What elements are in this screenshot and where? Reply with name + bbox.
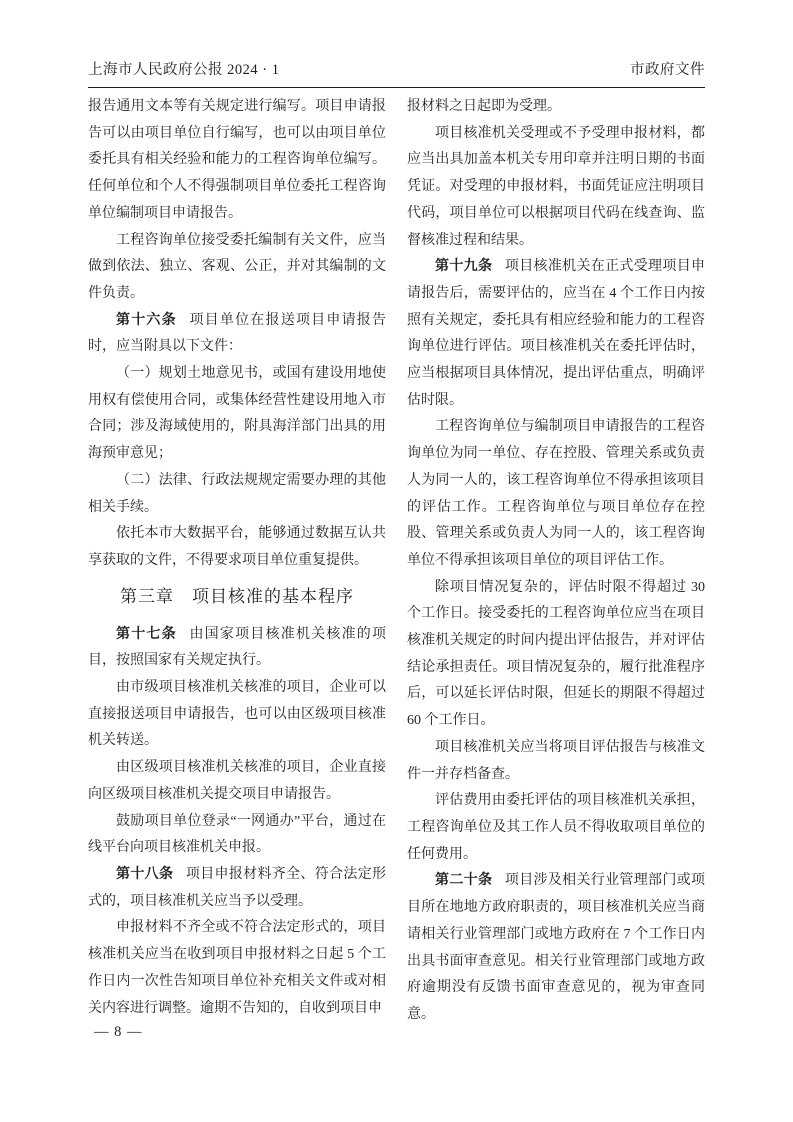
- paragraph: [88, 915, 386, 1022]
- paragraph: [407, 788, 705, 868]
- paragraph-text: 由区级项目核准机关核准的项目，企业直接向区级项目核准机关提交项目申请报告。: [88, 760, 386, 802]
- article-number: 第十九条: [435, 259, 493, 275]
- page-number: — 8 —: [94, 1024, 143, 1040]
- header-publication-title: 上海市人民政府公报 2024 · 1: [88, 62, 280, 78]
- paragraph: [88, 94, 386, 228]
- paragraph: [88, 755, 386, 808]
- paragraph-text: 鼓励项目单位登录“一网通办”平台，通过在线平台向项目核准机关申报。: [88, 813, 386, 856]
- page-header: [88, 60, 705, 80]
- document-body: [88, 94, 705, 1029]
- paragraph: [407, 94, 705, 121]
- paragraph-text: 项目单位在报送项目申请报告时，应当附具以下文件：: [88, 312, 387, 355]
- paragraph: [88, 862, 386, 915]
- paragraph: [88, 361, 386, 468]
- paragraph: [407, 575, 705, 735]
- article-number: 第十八条: [116, 866, 174, 882]
- paragraph: [407, 735, 705, 788]
- paragraph: [88, 521, 386, 574]
- paragraph-text: 由国家项目核准机关核准的项目，按照国家有关规定执行。: [88, 626, 387, 669]
- paragraph: [88, 622, 386, 675]
- header-rule: [88, 87, 705, 88]
- paragraph-text: （一）规划土地意见书，或国有建设用地使用权有偿使用合同，或集体经营性建设用地入市合同；涉及海域使用的，附具海洋部门出具的用海预审意见；: [88, 366, 386, 462]
- paragraph-text: 报材料之日起即为受理。: [407, 99, 561, 114]
- page-footer: [94, 1022, 143, 1042]
- paragraph-text: 工程咨询单位接受委托编制有关文件，应当做到依法、独立、客观、公正，并对其编制的文件负责。: [88, 232, 386, 301]
- paragraph-text: 由市级项目核准机关核准的项目，企业可以直接报送项目申请报告，也可以由区级项目核准机关转送。: [88, 680, 386, 749]
- right-column: [407, 94, 705, 1029]
- paragraph-text: 依托本市大数据平台，能够通过数据互认共享获取的文件，不得要求项目单位重复提供。: [88, 526, 386, 568]
- paragraph-text: 评估费用由委托评估的项目核准机关承担，工程咨询单位及其工作人员不得收取项目单位的任何费用。: [407, 793, 705, 862]
- paragraph-text: 项目核准机关应当将项目评估报告与核准文件一并存档备查。: [407, 739, 705, 782]
- paragraph: [88, 675, 386, 755]
- paragraph-text: 项目涉及相关行业管理部门或项目所在地地方政府职责的，项目核准机关应当商请相关行业管理部门或地方政府在 7 个工作日内出具书面审查意见。相关行业管理部门或地方政府逾期没有反馈书面审查意见的，视为审查同意。: [407, 873, 706, 1022]
- paragraph-text: 报告通用文本等有关规定进行编写。项目申请报告可以由项目单位自行编写，也可以由项目单位委托具有相关经验和能力的工程咨询单位编写。任何单位和个人不得强制项目单位委托工程咨询单位编制项目申请报告。: [88, 99, 386, 221]
- chapter-heading: 第三章 项目核准的基本程序: [120, 586, 354, 606]
- paragraph-text: 申报材料不齐全或不符合法定形式的，项目核准机关应当在收到项目申报材料之日起 5 个工作日内一次性告知项目单位补充相关文件或对相关内容进行调整。逾期不告知的，自收到项目申: [88, 920, 386, 1016]
- paragraph: [407, 254, 705, 414]
- paragraph: [88, 809, 386, 862]
- article-number: 第二十条: [435, 873, 493, 889]
- header-section-title: 市政府文件: [630, 62, 705, 78]
- paragraph: [88, 468, 386, 521]
- paragraph-text: 除项目情况复杂的，评估时限不得超过 30 个工作日。接受委托的工程咨询单位应当在项目核准机关规定的时间内提出评估报告，并对评估结论承担责任。项目情况复杂的，履行批准程序后，可以延长评估时限，但延长的期限不得超过 60 个工作日。: [407, 579, 705, 729]
- paragraph: [88, 308, 386, 361]
- left-column: [88, 94, 386, 1029]
- paragraph: [407, 414, 705, 574]
- paragraph-text: （二）法律、行政法规规定需要办理的其他相关手续。: [88, 472, 386, 515]
- article-number: 第十六条: [116, 312, 177, 328]
- paragraph: [407, 868, 705, 1028]
- paragraph-text: 项目申报材料齐全、符合法定形式的，项目核准机关应当予以受理。: [88, 866, 387, 909]
- article-number: 第十七条: [116, 626, 177, 642]
- paragraph: [88, 228, 386, 308]
- paragraph-text: 项目核准机关在正式受理项目申请报告后，需要评估的，应当在 4 个工作日内按照有关规定，委托具有相应经验和能力的工程咨询单位进行评估。项目核准机关在委托评估时，应当根据项目具体情况，提出评估重点，明确评估时限。: [407, 259, 706, 408]
- paragraph: [407, 121, 705, 255]
- paragraph-text: 项目核准机关受理或不予受理申报材料，都应当出具加盖本机关专用印章并注明日期的书面凭证。对受理的申报材料，书面凭证应注明项目代码，项目单位可以根据项目代码在线查询、监督核准过程和结果。: [407, 125, 705, 248]
- paragraph-text: 工程咨询单位与编制项目申请报告的工程咨询单位为同一单位、存在控股、管理关系或负责人为同一人的，该工程咨询单位不得承担该项目的评估工作。工程咨询单位与项目单位存在控股、管理关系或负责人为同一人的，该工程咨询单位不得承担该项目单位的项目评估工作。: [407, 419, 705, 568]
